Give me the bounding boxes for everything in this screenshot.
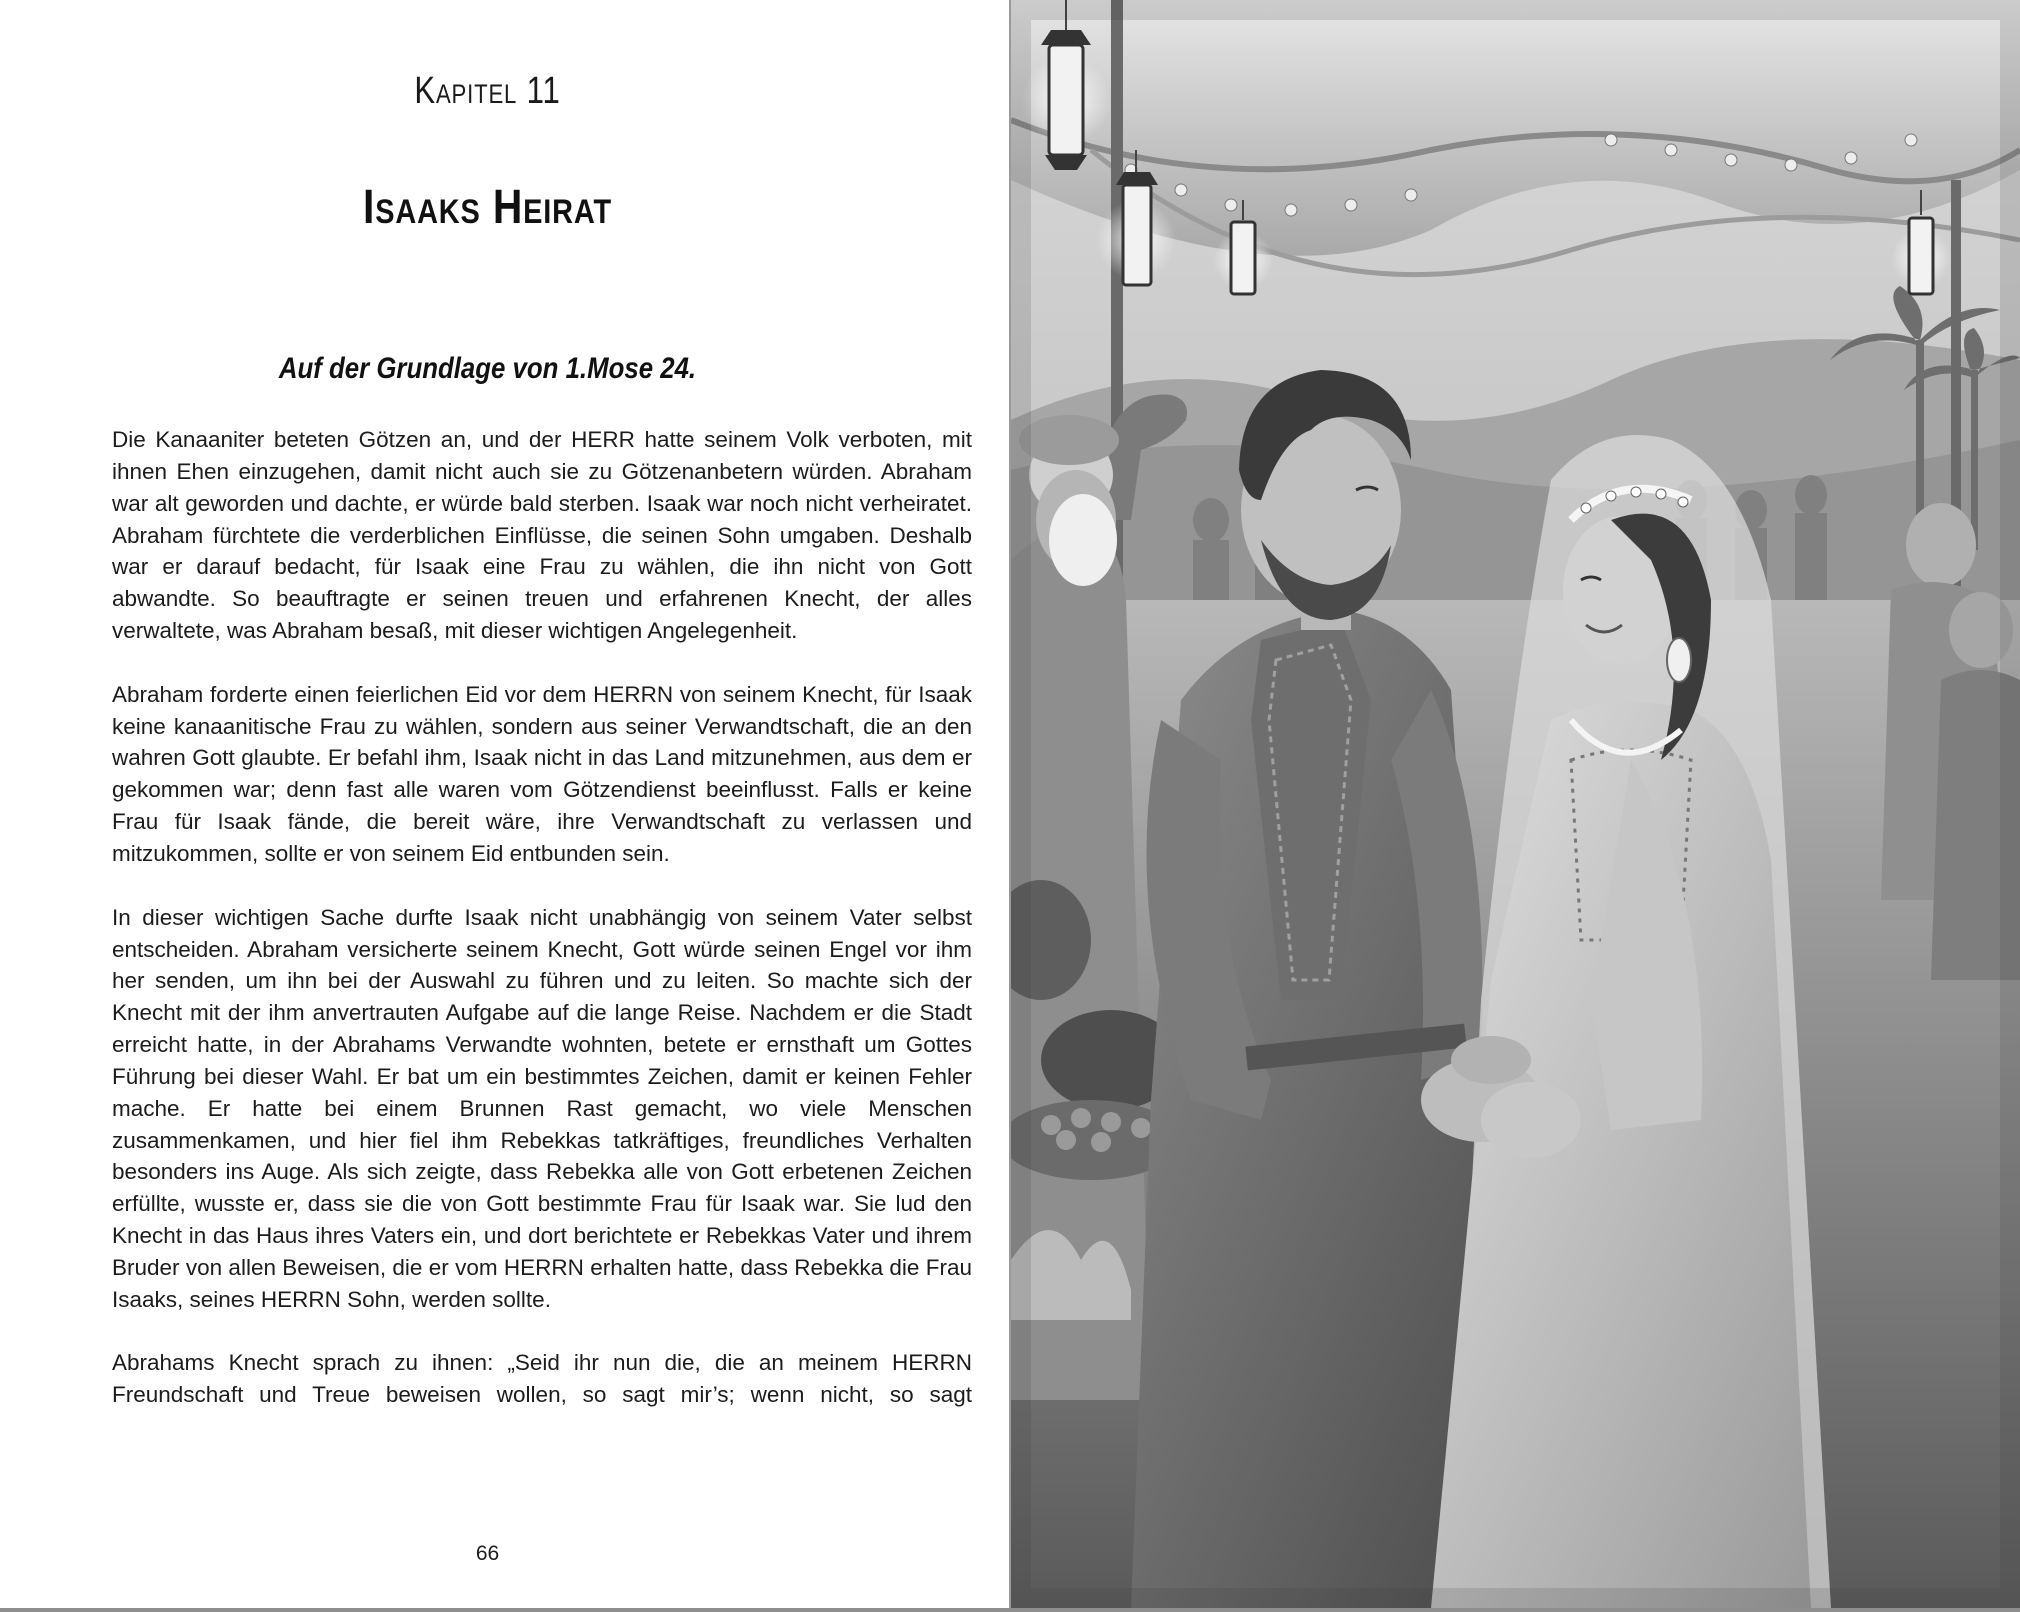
paragraph-3: In dieser wichtigen Sache durfte Isaak nicht unabhängig von seinem Vater selbst entscheiden. Abraham versicherte seinem Knecht, Gott würde seinen Engel vor ihm her senden, um ihn bei der Auswahl zu führen und zu leiten. So machte sich der Knecht mit der ihm anvertrauten Aufgabe auf die lange Reise. Nachdem er die Stadt erreicht hatte, in der Abrahams Verwandte wohnten, betete er ernsthaft um Gottes Führung bei dieser Wahl. Er bat um ein bestimmtes Zeichen, damit er keinen Fehler mache. Er hatte bei einem Brunnen Rast gemacht, wo viele Menschen zusammenkamen, und hier fiel ihm Rebekkas tatkräftiges, freundliches Verhalten besonders ins Auge. Als sich zeigte, dass Rebekka alle von Gott erbetenen Zeichen erfüllte, wusste er, dass sie die von Gott bestimmte Frau für Isaak war. Sie lud den Knecht in das Haus ihres Vaters ein, und dort berichtete er Rebekkas Vater und ihrem Bruder von allen Beweisen, die er vom HERRN erhalten hatte, dass Rebekka die Frau Isaaks, seines HERRN Sohn, werden sollte.: [112, 904, 972, 1312]
chapter-title: Isaaks Heirat: [363, 181, 612, 234]
body-text: [112, 424, 972, 1443]
bottom-rule: [0, 1608, 2020, 1612]
left-page: [0, 0, 1011, 1610]
paragraph-2: Abraham forderte einen feierlichen Eid vor dem HERRN von seinem Knecht, für Isaak keine kanaanitische Frau zu wählen, sondern aus seiner Verwandtschaft, die an den wahren Gott glaubte. Er befahl ihm, Isaak nicht in das Land mitzunehmen, aus dem er gekommen war; denn fast alle waren vom Götzendienst beeinflusst. Falls er keine Frau für Isaak fände, die bereit wäre, ihre Verwandtschaft zu verlassen und mitzukommen, sollte er von seinem Eid entbunden sein.: [112, 681, 972, 866]
right-page: [1011, 0, 2020, 1608]
paragraph-4: Abrahams Knecht sprach zu ihnen: „Seid ihr nun die, die an meinem HERRN Freundschaft und Treue beweisen wollen, so sagt mir’s; wenn nicht, so sagt: [112, 1350, 972, 1408]
wedding-illustration: [1011, 0, 2020, 1608]
chapter-subtitle: Auf der Grundlage von 1.Mose 24.: [278, 352, 697, 385]
page-number: 66: [475, 1542, 500, 1565]
paragraph-1: Die Kanaaniter beteten Götzen an, und der HERR hatte seinem Volk verboten, mit ihnen Ehen einzugehen, damit nicht auch sie zu Götzenanbetern würden. Abraham war alt geworden und dachte, er würde bald sterben. Isaak war noch nicht verheiratet. Abraham fürchtete die verderblichen Einflüsse, die seinen Sohn umgaben. Deshalb war er darauf bedacht, für Isaak eine Frau zu wählen, die ihn nicht von Gott abwandte. So beauftragte er seinen treuen und erfahrenen Knecht, der alles verwaltete, was Abraham besaß, mit dieser wichtigen Angelegenheit.: [112, 427, 972, 644]
chapter-label: Kapitel 11: [414, 70, 561, 112]
